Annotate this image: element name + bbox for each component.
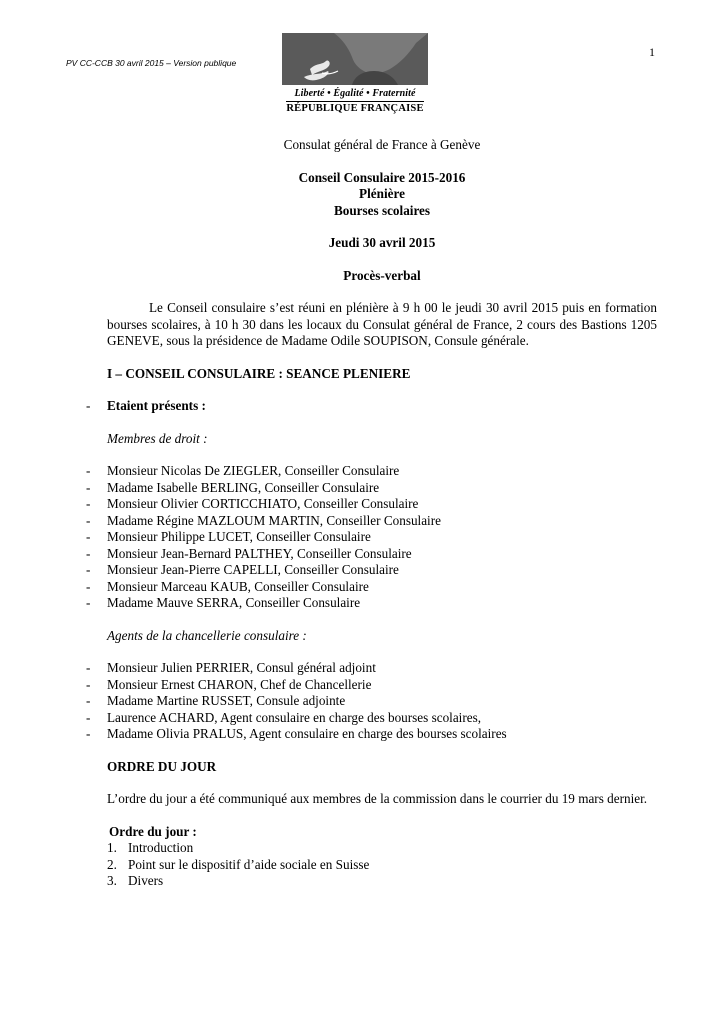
membre-name: Monsieur Marceau KAUB, Conseiller Consulaire	[107, 578, 369, 594]
list-item	[86, 562, 657, 579]
list-item	[86, 660, 657, 677]
membres-label: Membres de droit :	[107, 430, 208, 446]
item-number: 3.	[107, 873, 117, 888]
list-item	[86, 463, 657, 480]
dash-marker: -	[86, 709, 91, 725]
header-reference: PV CC-CCB 30 avril 2015 – Version publique	[66, 58, 237, 68]
dash-marker: -	[86, 529, 91, 544]
logo-divider	[286, 101, 424, 102]
list-item	[86, 529, 657, 546]
document-body	[86, 137, 657, 890]
item-text: Divers	[128, 873, 164, 888]
agents-label: Agents de la chancellerie consulaire :	[107, 627, 307, 643]
dash-marker: -	[86, 463, 91, 478]
list-item	[86, 726, 657, 743]
agent-name: Madame Olivia PRALUS, Agent consulaire en charge des bourses scolaires	[107, 726, 507, 741]
item-text: Introduction	[128, 840, 194, 855]
ordre-list-label: Ordre du jour :	[109, 823, 197, 839]
membre-name: Monsieur Olivier CORTICCHIATO, Conseiller Consulaire	[107, 496, 419, 511]
ordre-du-jour-title: ORDRE DU JOUR	[107, 758, 217, 774]
membre-name: Monsieur Jean-Pierre CAPELLI, Conseiller Consulaire	[107, 562, 399, 577]
marianne-icon	[282, 33, 428, 85]
item-text: Point sur le dispositif d’aide sociale en Suisse	[128, 856, 370, 872]
proces-verbal-title: Procès-verbal	[343, 267, 421, 283]
pleniere-title: Plénière	[359, 186, 405, 201]
dash-marker: -	[86, 545, 91, 561]
membre-name: Monsieur Philippe LUCET, Conseiller Consulaire	[107, 529, 371, 544]
list-item	[86, 709, 657, 727]
presents-heading	[86, 398, 657, 415]
dash-marker: -	[86, 595, 91, 610]
conseil-title: Conseil Consulaire 2015-2016	[298, 169, 466, 185]
list-item	[107, 857, 657, 874]
list-item	[86, 693, 657, 710]
list-item	[86, 545, 657, 563]
membre-name: Madame Isabelle BERLING, Conseiller Consulaire	[107, 479, 380, 495]
dash-marker: -	[86, 676, 91, 692]
dash-marker: -	[86, 660, 91, 675]
list-item	[86, 479, 657, 497]
page-number: 1	[649, 45, 655, 59]
consulat-heading: Consulat général de France à Genève	[283, 137, 481, 152]
dash-marker: -	[86, 496, 91, 511]
list-item	[107, 840, 657, 857]
item-number: 1.	[107, 840, 117, 855]
logo-republique: RÉPUBLIQUE FRANÇAISE	[286, 103, 424, 114]
dash-marker: -	[86, 562, 91, 577]
membre-name: Madame Mauve SERRA, Conseiller Consulaire	[107, 595, 361, 610]
membre-name: Monsieur Nicolas De ZIEGLER, Conseiller Consulaire	[107, 463, 400, 478]
membre-name: Monsieur Jean-Bernard PALTHEY, Conseiller Consulaire	[107, 545, 412, 561]
logo-motto: Liberté • Égalité • Fraternité	[294, 88, 416, 99]
agent-name: Laurence ACHARD, Agent consulaire en charge des bourses scolaires,	[107, 709, 482, 725]
bourses-title: Bourses scolaires	[333, 202, 431, 218]
membres-list	[86, 463, 657, 612]
dash-marker: -	[86, 512, 91, 528]
list-item	[107, 873, 657, 890]
meeting-date: Jeudi 30 avril 2015	[328, 235, 436, 250]
list-item	[86, 496, 657, 513]
dash-marker: -	[86, 726, 91, 741]
list-item	[86, 595, 657, 612]
section-1-title: I – CONSEIL CONSULAIRE : SEANCE PLENIERE	[107, 365, 411, 381]
republique-logo	[282, 33, 428, 114]
list-item	[86, 512, 657, 530]
presents-label: Etaient présents :	[107, 398, 206, 413]
dash-marker: -	[86, 398, 91, 413]
ordre-paragraph: L’ordre du jour a été communiqué aux membres de la commission dans le courrier du 19 mars dernier.	[107, 791, 648, 806]
membre-name: Madame Régine MAZLOUM MARTIN, Conseiller Consulaire	[107, 512, 441, 528]
dash-marker: -	[86, 693, 91, 708]
agents-list	[86, 660, 657, 743]
dash-marker: -	[86, 479, 91, 495]
list-item	[86, 578, 657, 596]
item-number: 2.	[107, 856, 117, 872]
dash-marker: -	[86, 578, 91, 594]
agent-name: Monsieur Julien PERRIER, Consul général adjoint	[107, 660, 376, 675]
agent-name: Madame Martine RUSSET, Consule adjointe	[107, 693, 346, 708]
list-item	[86, 676, 657, 694]
intro-paragraph: Le Conseil consulaire s’est réuni en plénière à 9 h 00 le jeudi 30 avril 2015 puis en formation bourses scolaires, à 10 h 30 dans les locaux du Consulat général de France, 2 cours des Bastions 1205 GENEVE, sous la présidence de Madame Odile SOUPISON, Consule générale.	[107, 300, 657, 348]
ordre-list	[107, 840, 657, 890]
agent-name: Monsieur Ernest CHARON, Chef de Chancellerie	[107, 676, 372, 692]
